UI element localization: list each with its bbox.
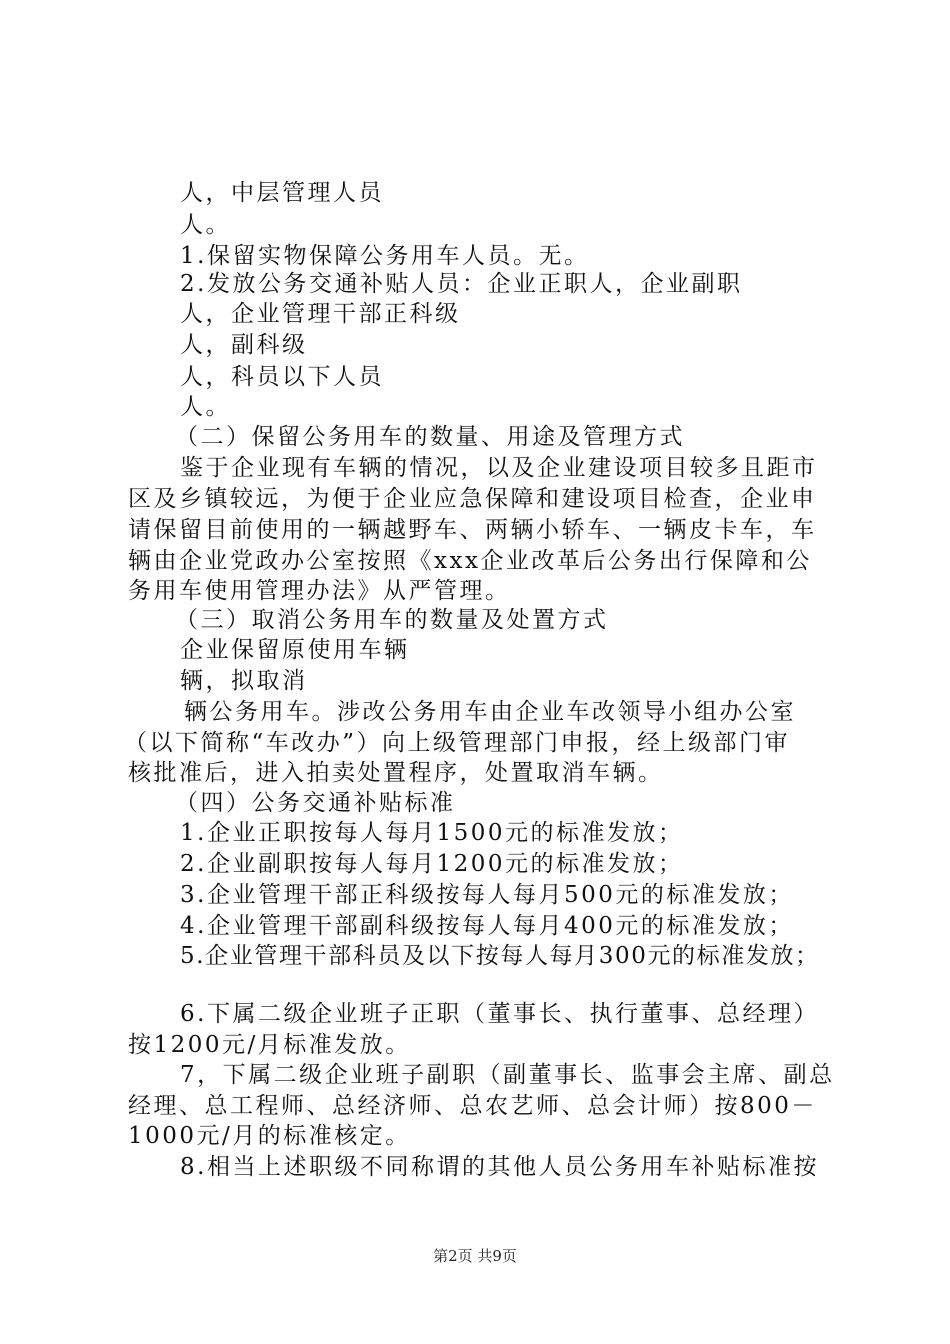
text-line: 辆由企业党政办公室按照《xxx企业改革后公务出行保障和公: [128, 548, 812, 574]
text-line: 人，科员以下人员: [180, 364, 384, 390]
text-line: 请保留目前使用的一辆越野车、两辆小轿车、一辆皮卡车，车: [128, 517, 817, 543]
text-line: 人。: [180, 212, 231, 238]
page-number-footer: 第2页 共9页: [433, 1247, 517, 1265]
text-line: 6.下属二级企业班子正职（董事长、执行董事、总经理）: [180, 1001, 819, 1027]
text-line: 4.企业管理干部副科级按每人每月400元的标准发放；: [180, 913, 794, 939]
text-line: 2.企业副职按每人每月1200元的标准发放；: [180, 851, 684, 877]
text-line: 2.发放公务交通补贴人员：企业正职人，企业副职: [180, 271, 743, 297]
text-line: 人。: [180, 394, 231, 420]
section-heading: （三）取消公务用车的数量及处置方式: [175, 607, 609, 633]
text-line: 5.企业管理干部科员及以下按每人每月300元的标准发放；: [180, 943, 820, 969]
text-line: 区及乡镇较远，为便于企业应急保障和建设项目检查，企业申: [128, 486, 817, 512]
text-line: 1.保留实物保障公务用车人员。无。: [180, 243, 590, 269]
text-line: 经理、总工程师、总经济师、总农艺师、总会计师）按800－: [128, 1093, 817, 1119]
text-line: 人，副科级: [180, 332, 308, 358]
section-heading: （四）公务交通补贴标准: [175, 790, 456, 816]
text-line: 务用车使用管理办法》从严管理。: [128, 578, 511, 604]
text-line: 辆公务用车。涉改公务用车由企业车改领导小组办公室: [184, 699, 796, 725]
text-line: 辆，拟取消: [180, 668, 308, 694]
text-line: 企业保留原使用车辆: [180, 637, 410, 663]
text-line: 鉴于企业现有车辆的情况，以及企业建设项目较多且距市: [180, 455, 818, 481]
text-line: 8.相当上述职级不同称谓的其他人员公务用车补贴标准按: [180, 1154, 819, 1180]
text-line: 人，中层管理人员: [180, 180, 384, 206]
text-line: 1000元/月的标准核定。: [128, 1123, 411, 1149]
text-line: 人，企业管理干部正科级: [180, 301, 461, 327]
text-line: 按1200元/月标准发放。: [128, 1032, 411, 1058]
text-line: 3.企业管理干部正科级按每人每月500元的标准发放；: [180, 882, 794, 908]
text-line: （以下简称“车改办”）向上级管理部门申报，经上级部门审: [124, 730, 791, 756]
text-line: 1.企业正职按每人每月1500元的标准发放；: [180, 820, 684, 846]
section-heading: （二）保留公务用车的数量、用途及管理方式: [175, 424, 685, 450]
text-line: 7，下属二级企业班子副职（副董事长、监事会主席、副总: [180, 1062, 835, 1088]
text-line: 核批准后，进入拍卖处置程序，处置取消车辆。: [128, 760, 664, 786]
